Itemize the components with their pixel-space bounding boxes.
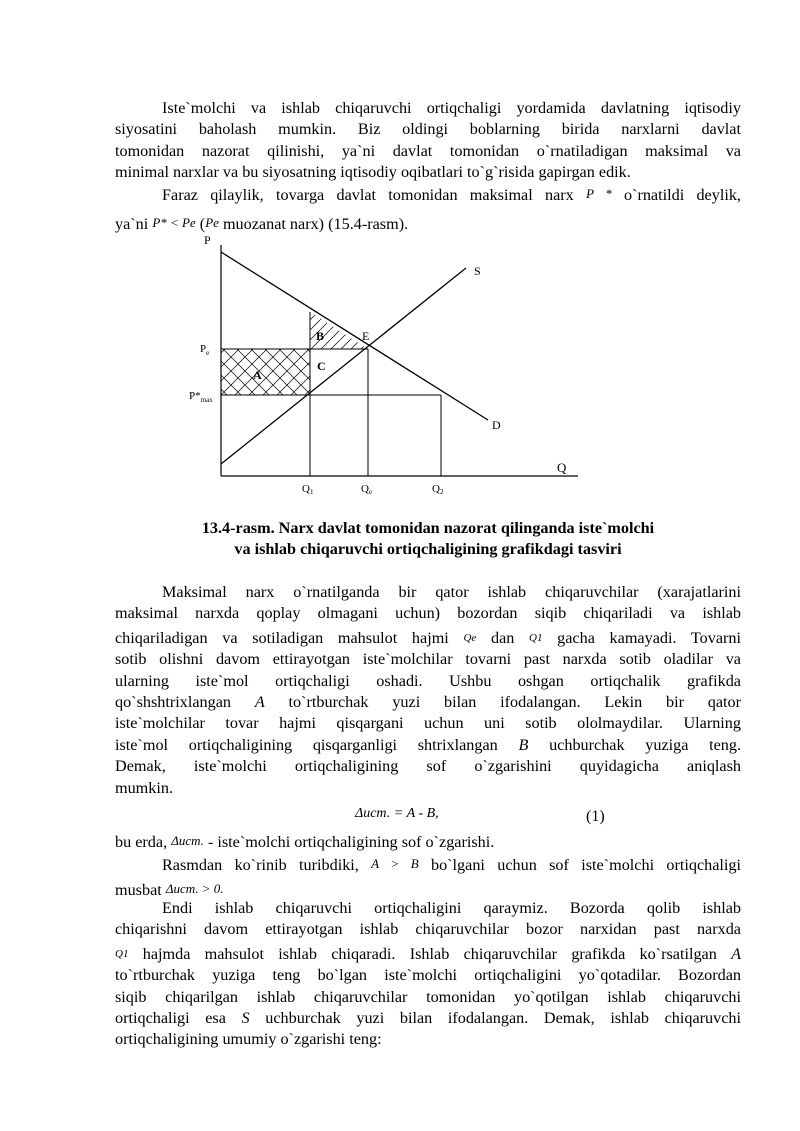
p3-line-9: Demak, iste`molchi ortiqchaligining sof o`zgarishini quyidagicha aniqlash xyxy=(115,757,741,776)
p1-line-4: minimal narxlar va bu siyosatning iqtisodiy oqibatlari to`g`risida gapirgan edik. xyxy=(115,163,631,182)
formula-1-expression: Δист. = A - B xyxy=(355,806,436,821)
label-q2: Q2 xyxy=(432,483,444,496)
axis-label-q: Q xyxy=(557,460,567,475)
paragraph-6 xyxy=(115,898,741,1051)
paragraph-2 xyxy=(115,183,741,206)
p2-line-1: Faraz qilaylik, tovarga davlat tomonidan maksimal narx P * o`rnatildi deylik, xyxy=(162,186,741,204)
p6-line-5: siqib chiqarilgan ishlab chiqaruvchilar tomonidan yo`qotilgan ishlab chiqaruvchi xyxy=(115,987,741,1006)
label-q1: Q1 xyxy=(302,483,314,496)
label-c: C xyxy=(317,359,326,373)
formula-1-number: (1) xyxy=(586,808,605,825)
supply-demand-graph xyxy=(180,230,600,500)
p6-line-3: Q1 hajmda mahsulot ishlab chiqaradi. Ishlab chiqaruvchilar grafikda ko`rsatilgan A xyxy=(115,944,742,963)
formula-1: Δист. = A - B, xyxy=(355,806,439,821)
label-b: B xyxy=(316,329,325,343)
p3-line-7: iste`molchilar tovar hajmi qisqargani uchun uni sotib ololmaydilar. Ularning xyxy=(115,714,741,733)
p3-line-5: ularning iste`mol ortiqchaligi oshadi. Ushbu oshgan ortiqchalik grafikda xyxy=(115,671,741,690)
p3-line-3: chiqariladigan va sotiladigan mahsulot hajmi Qe dan Q1 gacha kamayadi. Tovarni xyxy=(115,628,742,647)
label-e: E xyxy=(362,329,370,343)
p3-line-10: mumkin. xyxy=(115,778,174,797)
p6-line-2: chiqarishni davom ettirayotgan ishlab chiqaruvchilar bozor narxidan past narxda xyxy=(115,920,741,939)
p1-line-2: siyosatini baholash mumkin. Biz oldingi boblarning birida narxlarni davlat xyxy=(115,120,741,139)
label-qe: Qe xyxy=(361,483,373,496)
p3-line-1: Maksimal narx o`rnatilganda bir qator ishlab chiqaruvchilar (xarajatlarini xyxy=(162,583,741,601)
paragraph-2-line-2: ya`ni P* < Pe (Pe muozanat narx) (15.4-rasm). xyxy=(115,215,409,233)
p3-line-2: maksimal narxda qoplay olmagani uchun) bozordan siqib chiqariladi va ishlab xyxy=(115,604,741,623)
p1-line-1: Iste`molchi va ishlab chiqaruvchi ortiqchaligi yordamida davlatning iqtisodiy xyxy=(162,99,741,117)
p6-line-6: ortiqchaligi esa S uchburchak yuzi bilan ifodalangan. Demak, ishlab chiqaruvchi xyxy=(115,1009,742,1028)
p6-line-4: to`rtburchak yuziga teng bo`lgan iste`molchi ortiqchaligini yo`qotadilar. Bozordan xyxy=(115,966,741,985)
caption-line-1: 13.4-rasm. Narx davlat tomonidan nazorat qilinganda iste`molchi xyxy=(201,519,655,537)
paragraph-5 xyxy=(115,853,741,902)
label-pe: $P_e$ xyxy=(200,343,210,357)
figure-caption xyxy=(115,518,741,561)
area-a-hatched xyxy=(221,349,310,395)
label-pmax: $P*_{max}$ xyxy=(189,390,213,404)
caption-line-2: va ishlab chiqaruvchi ortiqchaligining grafikdagi tasviri xyxy=(234,540,622,559)
p3-line-8: iste`mol ortiqchaligining qisqarganligi shtrixlangan B uchburchak yuziga teng. xyxy=(115,735,742,754)
p3-line-6: qo`shshtrixlangan A to`rtburchak yuzi bilan ifodalangan. Lekin bir qator xyxy=(115,693,742,712)
p6-line-1: Endi ishlab chiqaruvchi ortiqchaligini qaraymiz. Bozorda qolib ishlab xyxy=(162,899,741,917)
p5-line-2: musbat Δист. > 0. xyxy=(115,881,224,900)
axis-label-p: P xyxy=(204,233,211,247)
p1-line-3: tomonidan nazorat qilinishi, ya`ni davlat tomonidan o`rnatiladigan maksimal va xyxy=(115,141,741,160)
label-s: S xyxy=(474,264,481,278)
paragraph-1 xyxy=(115,98,741,184)
p3-line-4: sotib olishni davom ettirayotgan iste`molchilar tovarni past narxda sotib oladilar va xyxy=(115,650,741,669)
p5-line-1: Rasmdan ko`rinib turibdiki, A > B bo`lgani uchun sof iste`molchi ortiqchaligi xyxy=(162,856,742,874)
paragraph-3 xyxy=(115,582,741,799)
paragraph-4: bu erda, Δист. - iste`molchi ortiqchaligining sof o`zgarishi. xyxy=(115,833,495,851)
label-a: A xyxy=(253,368,262,382)
p6-line-7: ortiqchaligining umumiy o`zgarishi teng: xyxy=(115,1030,382,1049)
label-d: D xyxy=(492,418,501,432)
